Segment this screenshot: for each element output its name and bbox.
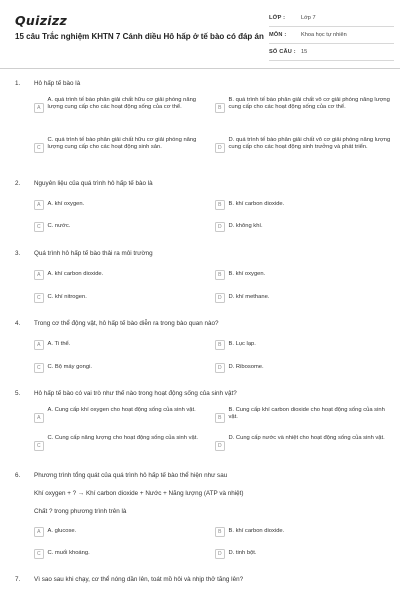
option-d[interactable]: [215, 549, 393, 559]
option-text: D. Ribosome.: [228, 364, 264, 370]
option-d[interactable]: [215, 435, 393, 451]
option-c[interactable]: [34, 222, 209, 232]
option-key-box: C: [34, 549, 44, 559]
option-d[interactable]: [215, 293, 393, 303]
option-b[interactable]: [215, 407, 393, 423]
option-b[interactable]: [215, 527, 393, 537]
option-key-box: B: [215, 200, 225, 210]
option-key-box: C: [34, 222, 44, 232]
option-text: D. khí methane.: [228, 294, 270, 300]
option-text: B. Cung cấp khí carbon dioxide cho hoạt động sống của sinh vật.: [228, 407, 385, 421]
option-text: C. nước.: [47, 223, 71, 229]
option-key-box: D: [215, 143, 225, 153]
option-key-box: D: [215, 363, 225, 373]
option-text: D. không khí.: [228, 223, 263, 229]
meta-value: 15: [301, 49, 308, 55]
option-key-box: A: [34, 103, 44, 113]
option-key-box: B: [215, 270, 225, 280]
meta-label: MÔN :: [269, 32, 287, 38]
option-text: D. Cung cấp nước và nhiệt cho hoạt động sống của sinh vật.: [228, 435, 385, 441]
question-subtext: Chất ? trong phương trình trên là: [34, 508, 127, 515]
option-c[interactable]: [34, 363, 209, 373]
option-a[interactable]: [34, 340, 209, 350]
equation-text: Khí oxygen + ? → Khí carbon dioxide + Nước + Năng lượng (ATP và nhiệt): [34, 490, 244, 497]
option-text: A. khí oxygen.: [47, 201, 85, 207]
option-c[interactable]: [34, 435, 209, 451]
question-text: Hô hấp tế bào là: [34, 80, 81, 87]
option-text: B. khí carbon dioxide.: [228, 201, 285, 207]
option-text: A. glucose.: [47, 528, 77, 534]
question-text: Quá trình hô hấp tế bào thải ra môi trường: [34, 250, 153, 257]
option-b[interactable]: [215, 340, 393, 350]
option-key-box: A: [34, 527, 44, 537]
question-number: 5.: [15, 390, 21, 397]
question-number: 7.: [15, 576, 21, 583]
quizizz-logo: Quizizz: [15, 13, 68, 28]
question-number: 1.: [15, 80, 21, 87]
question-text: Nguyên liệu của quá trình hô hấp tế bào là: [34, 180, 153, 187]
question-text: Trong cơ thể động vật, hô hấp tế bào diễn ra trong bào quan nào?: [34, 320, 219, 327]
option-key-box: D: [215, 293, 225, 303]
option-text: B. khí oxygen.: [228, 271, 266, 277]
option-text: A. Cung cấp khí oxygen cho hoạt động sống của sinh vật.: [47, 407, 196, 413]
option-text: D. tinh bột.: [228, 550, 257, 556]
option-text: D. quá trình tế bào phân giải chất vô cơ giải phóng năng lượng cung cấp cho các hoạt động sinh trưởng và phát triển.: [228, 137, 391, 151]
option-key-box: A: [34, 200, 44, 210]
option-text: B. quá trình tế bào phân giải chất vô cơ giải phóng năng lượng cung cấp cho các hoạt động sống của cơ thể.: [228, 97, 390, 111]
option-key-box: C: [34, 143, 44, 153]
option-a[interactable]: [34, 407, 209, 423]
option-d[interactable]: [215, 363, 393, 373]
question-text: Phương trình tổng quát của quá trình hô hấp tế bào thể hiện như sau: [34, 472, 228, 479]
meta-value: Khoa học tự nhiên: [301, 32, 347, 38]
option-key-box: B: [215, 340, 225, 350]
option-c[interactable]: [34, 137, 209, 153]
option-key-box: D: [215, 549, 225, 559]
option-key-box: B: [215, 103, 225, 113]
question-text: Vì sao sau khi chạy, cơ thể nóng dần lên, toát mồ hôi và nhịp thở tăng lên?: [34, 576, 244, 583]
option-a[interactable]: [34, 270, 209, 280]
question-number: 2.: [15, 180, 21, 187]
option-c[interactable]: [34, 293, 209, 303]
question-number: 4.: [15, 320, 21, 327]
option-text: C. Bộ máy gongi.: [47, 364, 92, 370]
option-text: C. quá trình tế bào phân giải chất hữu cơ giải phóng năng lượng cung cấp cho các hoạt động sinh sản.: [47, 137, 197, 151]
meta-value: Lớp 7: [301, 15, 316, 21]
option-text: B. Lục lạp.: [228, 341, 256, 347]
question-text: Hô hấp tế bào có vai trò như thế nào trong hoạt động sống của sinh vật?: [34, 390, 237, 397]
option-b[interactable]: [215, 97, 393, 113]
option-key-box: C: [34, 441, 44, 451]
option-d[interactable]: [215, 137, 393, 153]
option-key-box: A: [34, 413, 44, 423]
question-number: 3.: [15, 250, 21, 257]
option-d[interactable]: [215, 222, 393, 232]
document-title: 15 câu Trắc nghiệm KHTN 7 Cánh diều Hô hấp ở tế bào có đáp án: [15, 32, 264, 41]
option-key-box: A: [34, 270, 44, 280]
option-text: C. muối khoáng.: [47, 550, 90, 556]
option-text: A. Ti thể.: [47, 341, 71, 347]
option-b[interactable]: [215, 200, 393, 210]
option-key-box: B: [215, 527, 225, 537]
option-key-box: B: [215, 413, 225, 423]
option-text: C. khí nitrogen.: [47, 294, 87, 300]
page-header: [0, 0, 400, 68]
option-text: A. quá trình tế bào phân giải chất hữu cơ giải phóng năng lượng cung cấp cho các hoạt động sống của cơ thể.: [47, 97, 197, 111]
option-text: B. khí carbon dioxide.: [228, 528, 285, 534]
option-key-box: D: [215, 441, 225, 451]
meta-row-count: [269, 44, 394, 61]
question-number: 6.: [15, 472, 21, 479]
meta-label: LỚP :: [269, 15, 286, 21]
meta-row-grade: [269, 10, 394, 27]
option-key-box: D: [215, 222, 225, 232]
meta-row-subject: [269, 27, 394, 44]
option-a[interactable]: [34, 97, 209, 113]
option-b[interactable]: [215, 270, 393, 280]
option-text: C. Cung cấp năng lượng cho hoạt động sống của sinh vật.: [47, 435, 198, 441]
option-key-box: C: [34, 363, 44, 373]
option-a[interactable]: [34, 527, 209, 537]
meta-label: SỐ CÂU :: [269, 49, 296, 55]
header-divider: [0, 68, 400, 69]
meta-table: [269, 10, 394, 61]
option-key-box: C: [34, 293, 44, 303]
option-c[interactable]: [34, 549, 209, 559]
option-key-box: A: [34, 340, 44, 350]
option-text: A. khí carbon dioxide.: [47, 271, 104, 277]
option-a[interactable]: [34, 200, 209, 210]
